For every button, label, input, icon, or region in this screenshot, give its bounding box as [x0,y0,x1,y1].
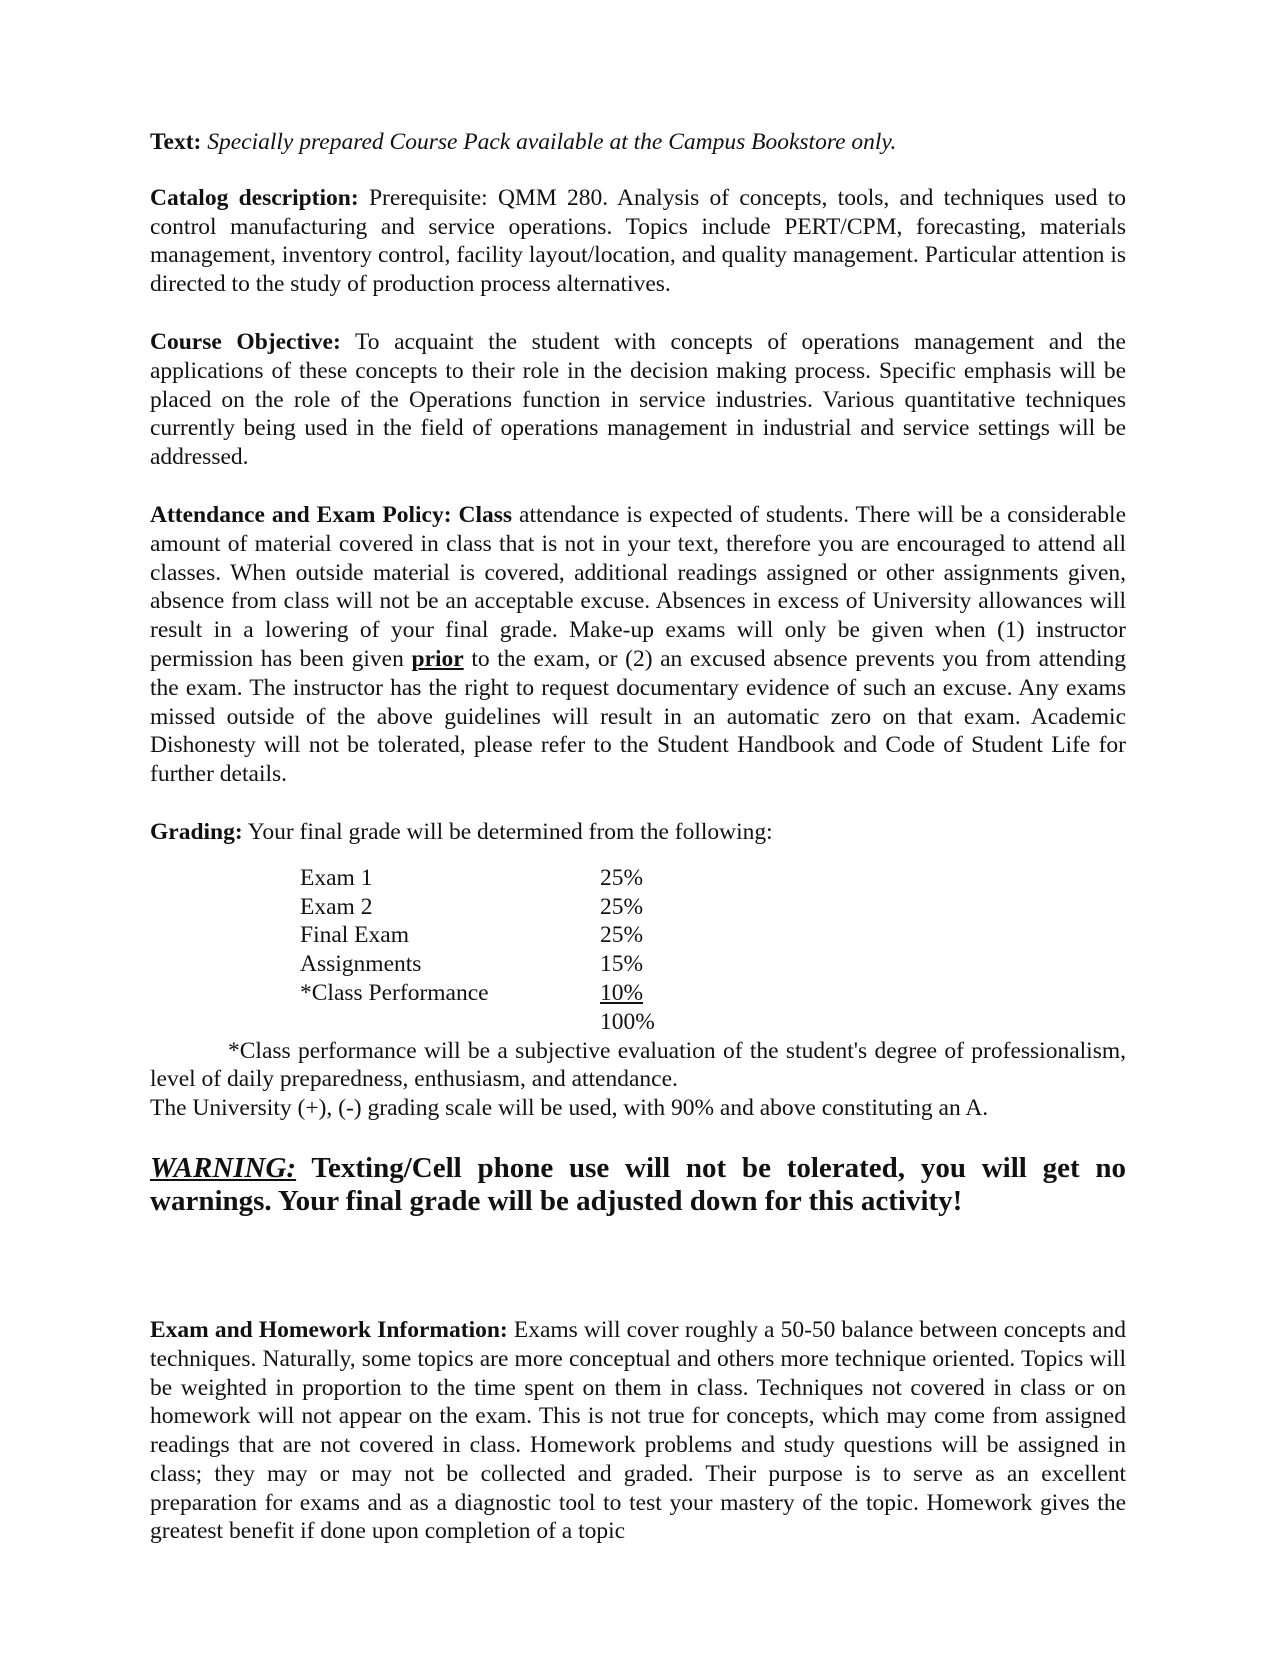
attendance-policy [150,501,1126,789]
objective-body: To acquaint the student with concepts of operations management and the applications of these concepts to their role in the decision making process. Specific emphasis will be placed on the role of the Operations function in service industries. Various quantitative techniques currently being used in the field of operations management in industrial and service settings will be addressed. [150,328,1126,471]
grading-intro [150,818,1126,847]
grade-item: *Class Performance [300,979,489,1006]
exam-info-label: Exam and Homework Information: [150,1316,508,1343]
grade-weight: 25% [600,864,644,891]
grade-total: 100% [600,1008,655,1035]
grade-item: Final Exam [300,922,409,949]
grade-row [300,864,700,893]
grade-weight: 25% [600,893,644,920]
warning-body: Texting/Cell phone use will not be tolerated, you will get no warnings. Your final grade will be adjusted down for this activity! [150,1151,1126,1217]
attendance-body-1: attendance is expected of students. There will be a considerable amount of material covered in class that is not in your text, therefore you are encouraged to attend all classes. When outside material is covered, additional readings assigned or other assignments given, absence from class will not be an acceptable excuse. Absences in excess of University allowances will result in a lowering of your final grade. Make-up exams will only be given when (1) instructor permission has been given [150,501,1127,672]
grade-item: Exam 1 [300,864,373,891]
exam-info-body: Exams will cover roughly a 50-50 balance between concepts and techniques. Naturally, some topics are more conceptual and others more technique oriented. Topics will be weighted in proportion to the time spent on them in class. Techniques not covered in class or on homework will not appear on the exam. This is not true for concepts, which may come from assigned readings that are not covered in class. Homework problems and study questions will be assigned in class; they may or may not be collected and graded. Their purpose is to serve as an excellent preparation for exams and as a diagnostic tool to test your mastery of the topic. Homework gives the greatest benefit if done upon completion of a topic [150,1316,1126,1545]
attendance-body-2: to the exam, or (2) an excused absence prevents you from attending the exam. The instructor has the right to request documentary evidence of such an excuse. Any exams missed outside of the above guidelines will result in an automatic zero on that exam. Academic Dishonesty will not be tolerated, please refer to the Student Handbook and Code of Student Life for further details. [150,645,1127,788]
grade-row [300,950,700,979]
text-body: Specially prepared Course Pack available at the Campus Bookstore only. [207,129,897,155]
grade-row [300,893,700,922]
syllabus-page [150,128,1126,1575]
attendance-label: Attendance and Exam Policy: Class [150,501,513,528]
exam-homework-information [150,1316,1126,1546]
grading-section [150,818,1126,1123]
grading-intro-text: Your final grade will be determined from the following: [247,818,773,845]
texting-warning [150,1152,1126,1218]
grade-row [300,921,700,950]
grade-item: Exam 2 [300,893,373,920]
course-objective [150,328,1126,472]
warning-label: WARNING: [150,1151,297,1184]
grading-label: Grading: [150,818,243,845]
class-performance-footnote: *Class performance will be a subjective evaluation of the student's degree of professionalism, level of daily preparedness, enthusiasm, and attendance. [150,1037,1126,1093]
grade-weight: 15% [600,951,644,978]
objective-label: Course Objective: [150,328,341,355]
grade-weights-table [300,864,700,1037]
text-label: Text: [150,129,202,155]
attendance-emphasis: prior [411,645,464,672]
grade-row [300,979,700,1008]
grading-scale-note: The University (+), (-) grading scale will be used, with 90% and above constituting an A. [150,1095,989,1122]
catalog-label: Catalog description: [150,184,359,211]
catalog-description [150,184,1126,299]
catalog-body: Prerequisite: QMM 280. Analysis of concepts, tools, and techniques used to control manufacturing and service operations. Topics include PERT/CPM, forecasting, materials management, inventory control, facility layout/location, and quality management. Particular attention is directed to the study of production process alternatives. [150,184,1127,298]
text-section [150,128,1126,157]
grade-weight: 10% [600,979,644,1006]
grade-item: Assignments [300,951,422,978]
grade-weight: 25% [600,922,644,949]
